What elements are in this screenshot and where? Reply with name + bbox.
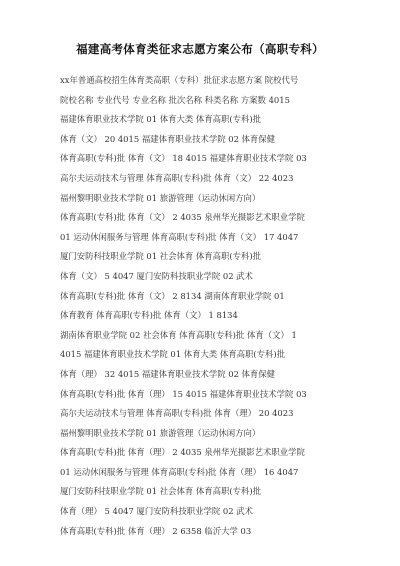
text-line: 体育（理） 32 4015 福建体育职业技术学院 02 体育保健 xyxy=(60,368,276,379)
text-line: 体育（理） 5 4047 厦门安防科技职业学院 02 武术 xyxy=(60,506,253,517)
text-line: 湖南体育职业学院 02 社会体育 体育高职(专科)批 体育（文） 1 xyxy=(60,329,297,340)
text-line: 福州黎明职业技术学院 01 旅游管理（运动休闲方向） xyxy=(60,192,261,203)
text-line: 体育高职(专科)批 体育（理） 15 4015 福建体育职业技术学院 03 xyxy=(60,388,307,399)
text-line: 厦门安防科技职业学院 01 社会体育 体育高职(专科)批 xyxy=(60,251,262,262)
document-body xyxy=(60,71,400,541)
text-line: 体育高职(专科)批 体育（理） 2 4035 泉州华光摄影艺术职业学院 xyxy=(60,447,305,458)
document-title: 福建高考体育类征求志愿方案公布（高职专科） xyxy=(76,42,324,56)
text-line: 福州黎明职业技术学院 01 旅游管理（运动休闲方向） xyxy=(60,427,261,438)
text-line: 体育高职(专科)批 体育（文） 2 4035 泉州华光摄影艺术职业学院 xyxy=(60,212,305,223)
text-line: 院校名称 专业代号 专业名称 批次名称 科类名称 方案数 4015 xyxy=(60,94,290,105)
text-line: 厦门安防科技职业学院 01 社会体育 体育高职(专科)批 xyxy=(60,486,262,497)
text-line: 体育高职(专科)批 体育（文） 2 8134 湖南体育职业学院 01 xyxy=(60,290,285,301)
text-line: 体育高职(专科)批 体育（文） 18 4015 福建体育职业技术学院 03 xyxy=(60,153,307,164)
text-line: 体育教育 体育高职(专科)批 体育（文） 1 8134 xyxy=(60,310,238,321)
text-line: 4015 福建体育职业技术学院 01 体育大类 体育高职(专科)批 xyxy=(60,349,286,360)
text-line: 体育高职(专科)批 体育（理） 2 6358 临沂大学 03 xyxy=(60,525,252,536)
text-line: 体育（文） 20 4015 福建体育职业技术学院 02 体育保健 xyxy=(60,133,276,144)
text-line: 高尔夫运动技术与管理 体育高职(专科)批 体育（文） 22 4023 xyxy=(60,172,294,183)
text-line: xx年普通高校招生体育类高职（专科）批征求志愿方案 院校代号 xyxy=(60,75,299,85)
text-line: 福建体育职业技术学院 01 体育大类 体育高职(专科)批 xyxy=(60,114,262,125)
text-line: 高尔夫运动技术与管理 体育高职(专科)批 体育（理） 20 4023 xyxy=(60,408,294,419)
text-line: 01 运动休闲服务与管理 体育高职(专科)批 体育（文） 17 4047 xyxy=(60,231,299,242)
text-line: 体育（文） 5 4047 厦门安防科技职业学院 02 武术 xyxy=(60,270,253,281)
text-line: 01 运动休闲服务与管理 体育高职(专科)批 体育（理） 16 4047 xyxy=(60,466,299,477)
